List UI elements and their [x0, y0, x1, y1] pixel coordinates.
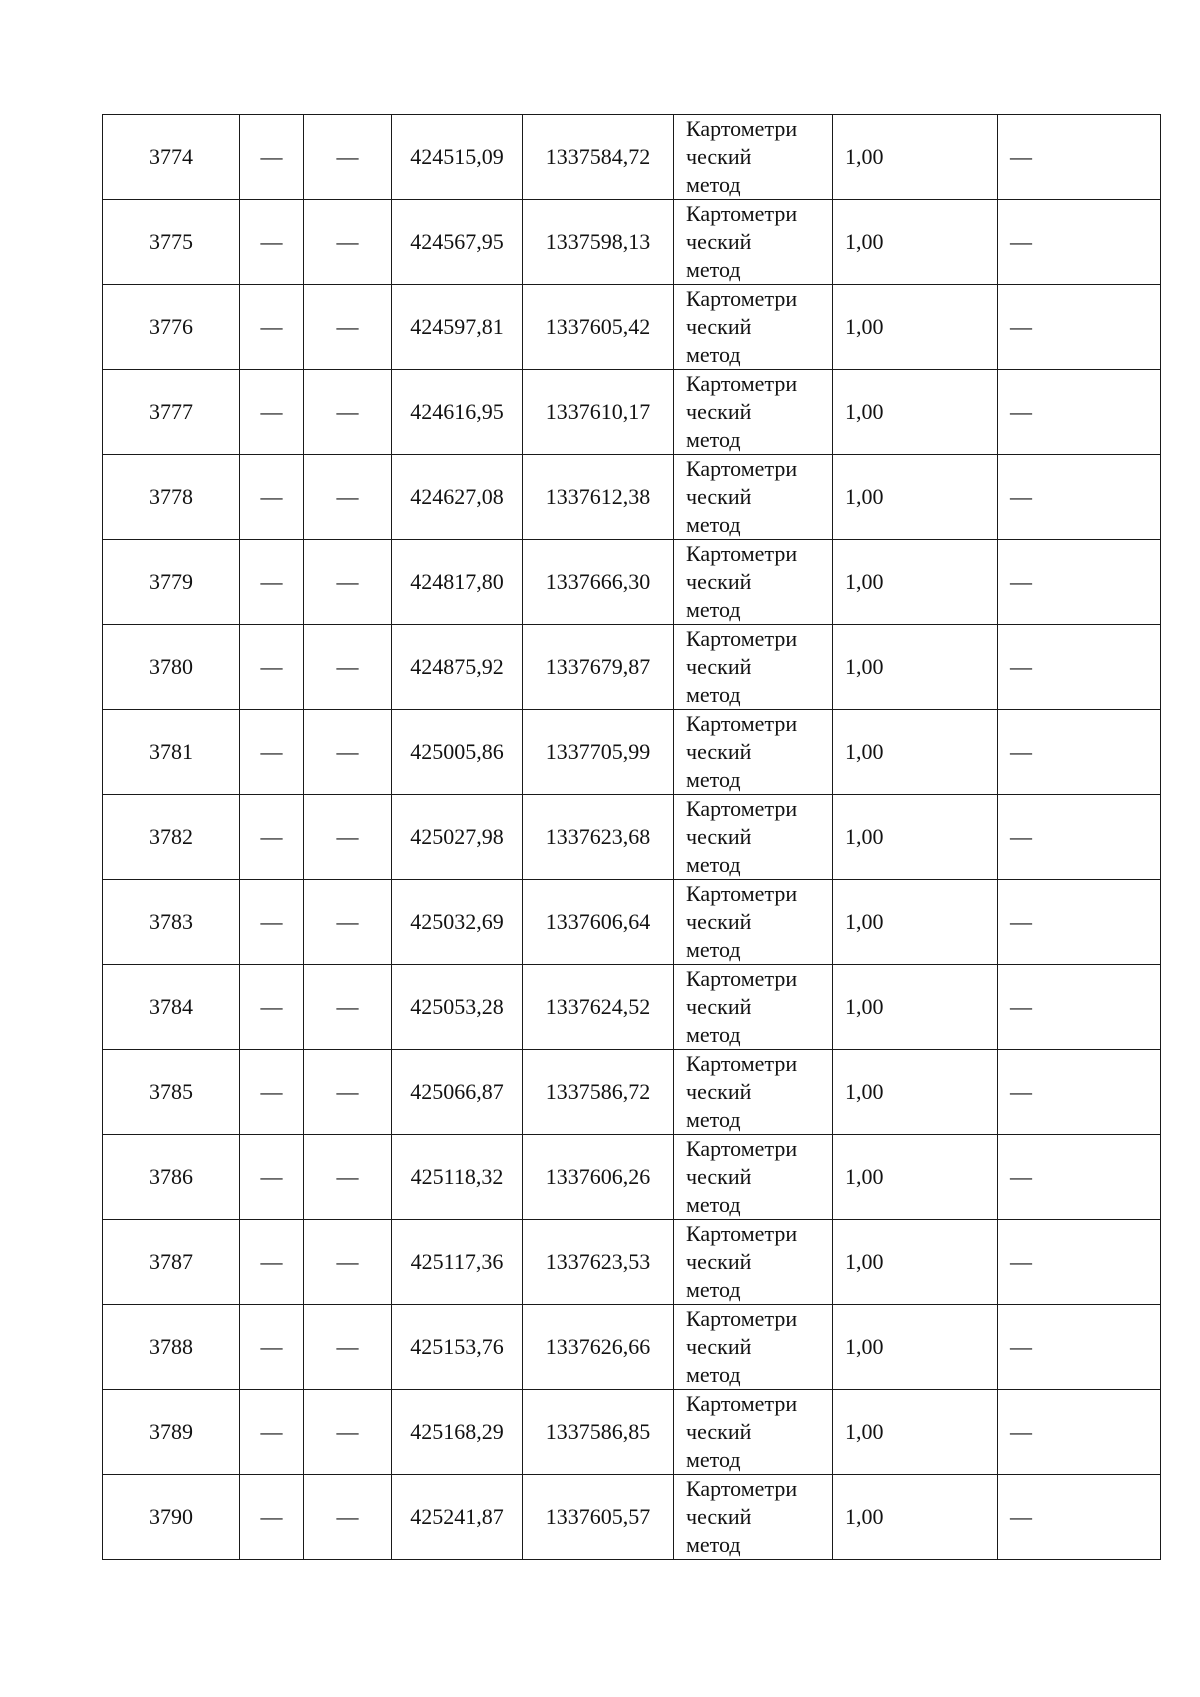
method-text-line: ческий [686, 144, 752, 169]
point-number-cell: 3775 [103, 200, 240, 285]
method-text-line: ческий [686, 399, 752, 424]
note-cell: — [998, 1305, 1161, 1390]
note-cell: — [998, 200, 1161, 285]
col3-cell: — [304, 455, 392, 540]
precision-cell: 1,00 [833, 625, 998, 710]
method-text-line: ческий [686, 1334, 752, 1359]
method-text-line: ческий [686, 739, 752, 764]
method-text-line: метод [686, 342, 741, 367]
col2-cell: — [240, 200, 304, 285]
col2-cell: — [240, 455, 304, 540]
point-number-cell: 3790 [103, 1475, 240, 1560]
method-cell [674, 880, 833, 965]
y-coordinate-cell: 1337586,72 [523, 1050, 674, 1135]
col2-cell: — [240, 625, 304, 710]
col2-cell: — [240, 540, 304, 625]
x-coordinate-cell: 424875,92 [392, 625, 523, 710]
point-number-cell: 3774 [103, 115, 240, 200]
precision-cell: 1,00 [833, 795, 998, 880]
precision-cell: 1,00 [833, 1220, 998, 1305]
point-number-cell: 3780 [103, 625, 240, 710]
method-cell [674, 625, 833, 710]
y-coordinate-cell: 1337606,64 [523, 880, 674, 965]
method-text-line: Картометри [686, 1476, 798, 1501]
method-text-line: метод [686, 767, 741, 792]
y-coordinate-cell: 1337606,26 [523, 1135, 674, 1220]
x-coordinate-cell: 425027,98 [392, 795, 523, 880]
precision-cell: 1,00 [833, 455, 998, 540]
col2-cell: — [240, 880, 304, 965]
method-cell [674, 710, 833, 795]
x-coordinate-cell: 424515,09 [392, 115, 523, 200]
y-coordinate-cell: 1337623,68 [523, 795, 674, 880]
table-row [103, 795, 1161, 880]
method-text-line: Картометри [686, 371, 798, 396]
precision-cell: 1,00 [833, 1390, 998, 1475]
coordinates-table [102, 114, 1161, 1560]
col2-cell: — [240, 1050, 304, 1135]
method-cell [674, 965, 833, 1050]
col2-cell: — [240, 965, 304, 1050]
col3-cell: — [304, 1220, 392, 1305]
method-text-line: Картометри [686, 456, 798, 481]
method-text-line: Картометри [686, 711, 798, 736]
col3-cell: — [304, 200, 392, 285]
note-cell: — [998, 795, 1161, 880]
method-cell [674, 200, 833, 285]
method-cell [674, 795, 833, 880]
table-row [103, 965, 1161, 1050]
method-text-line: метод [686, 1192, 741, 1217]
x-coordinate-cell: 425118,32 [392, 1135, 523, 1220]
y-coordinate-cell: 1337666,30 [523, 540, 674, 625]
method-cell [674, 1050, 833, 1135]
method-cell [674, 540, 833, 625]
method-cell [674, 115, 833, 200]
method-text-line: ческий [686, 1164, 752, 1189]
method-text-line: метод [686, 1362, 741, 1387]
table-row [103, 625, 1161, 710]
method-text-line: Картометри [686, 541, 798, 566]
method-text-line: Картометри [686, 1391, 798, 1416]
method-text-line: метод [686, 597, 741, 622]
method-text-line: Картометри [686, 796, 798, 821]
y-coordinate-cell: 1337612,38 [523, 455, 674, 540]
method-text-line: метод [686, 1107, 741, 1132]
point-number-cell: 3778 [103, 455, 240, 540]
precision-cell: 1,00 [833, 285, 998, 370]
note-cell: — [998, 965, 1161, 1050]
method-text-line: ческий [686, 484, 752, 509]
y-coordinate-cell: 1337626,66 [523, 1305, 674, 1390]
method-cell [674, 1135, 833, 1220]
col3-cell: — [304, 370, 392, 455]
method-cell [674, 1305, 833, 1390]
note-cell: — [998, 540, 1161, 625]
x-coordinate-cell: 425005,86 [392, 710, 523, 795]
table-row [103, 540, 1161, 625]
note-cell: — [998, 115, 1161, 200]
point-number-cell: 3784 [103, 965, 240, 1050]
method-text-line: метод [686, 1532, 741, 1557]
x-coordinate-cell: 425053,28 [392, 965, 523, 1050]
method-text-line: Картометри [686, 966, 798, 991]
col3-cell: — [304, 965, 392, 1050]
col3-cell: — [304, 1135, 392, 1220]
table-row [103, 1135, 1161, 1220]
note-cell: — [998, 1050, 1161, 1135]
precision-cell: 1,00 [833, 115, 998, 200]
y-coordinate-cell: 1337679,87 [523, 625, 674, 710]
table-row [103, 1220, 1161, 1305]
note-cell: — [998, 455, 1161, 540]
y-coordinate-cell: 1337610,17 [523, 370, 674, 455]
y-coordinate-cell: 1337598,13 [523, 200, 674, 285]
table-row [103, 370, 1161, 455]
col2-cell: — [240, 1305, 304, 1390]
col3-cell: — [304, 625, 392, 710]
table-row [103, 455, 1161, 540]
method-text-line: метод [686, 427, 741, 452]
note-cell: — [998, 1475, 1161, 1560]
col3-cell: — [304, 880, 392, 965]
x-coordinate-cell: 424627,08 [392, 455, 523, 540]
point-number-cell: 3788 [103, 1305, 240, 1390]
table-row [103, 1475, 1161, 1560]
method-text-line: метод [686, 852, 741, 877]
note-cell: — [998, 880, 1161, 965]
y-coordinate-cell: 1337586,85 [523, 1390, 674, 1475]
precision-cell: 1,00 [833, 965, 998, 1050]
method-text-line: ческий [686, 824, 752, 849]
method-cell [674, 285, 833, 370]
x-coordinate-cell: 425168,29 [392, 1390, 523, 1475]
point-number-cell: 3785 [103, 1050, 240, 1135]
x-coordinate-cell: 424597,81 [392, 285, 523, 370]
precision-cell: 1,00 [833, 1135, 998, 1220]
precision-cell: 1,00 [833, 710, 998, 795]
col3-cell: — [304, 1475, 392, 1560]
x-coordinate-cell: 425241,87 [392, 1475, 523, 1560]
method-cell [674, 1475, 833, 1560]
col2-cell: — [240, 795, 304, 880]
note-cell: — [998, 1135, 1161, 1220]
point-number-cell: 3782 [103, 795, 240, 880]
method-text-line: метод [686, 1277, 741, 1302]
method-text-line: метод [686, 512, 741, 537]
col2-cell: — [240, 1135, 304, 1220]
note-cell: — [998, 370, 1161, 455]
col3-cell: — [304, 710, 392, 795]
table-row [103, 115, 1161, 200]
col3-cell: — [304, 795, 392, 880]
point-number-cell: 3776 [103, 285, 240, 370]
method-text-line: метод [686, 682, 741, 707]
col3-cell: — [304, 1050, 392, 1135]
note-cell: — [998, 625, 1161, 710]
table-row [103, 1390, 1161, 1475]
y-coordinate-cell: 1337605,57 [523, 1475, 674, 1560]
col2-cell: — [240, 1220, 304, 1305]
point-number-cell: 3777 [103, 370, 240, 455]
precision-cell: 1,00 [833, 1050, 998, 1135]
table-row [103, 1050, 1161, 1135]
method-text-line: ческий [686, 1079, 752, 1104]
method-text-line: метод [686, 1447, 741, 1472]
method-text-line: Картометри [686, 116, 798, 141]
col3-cell: — [304, 115, 392, 200]
method-text-line: Картометри [686, 286, 798, 311]
col2-cell: — [240, 1475, 304, 1560]
method-cell [674, 455, 833, 540]
point-number-cell: 3786 [103, 1135, 240, 1220]
method-text-line: ческий [686, 1504, 752, 1529]
col2-cell: — [240, 285, 304, 370]
y-coordinate-cell: 1337584,72 [523, 115, 674, 200]
method-text-line: Картометри [686, 1051, 798, 1076]
method-text-line: ческий [686, 1249, 752, 1274]
precision-cell: 1,00 [833, 1305, 998, 1390]
point-number-cell: 3789 [103, 1390, 240, 1475]
method-cell [674, 370, 833, 455]
method-text-line: Картометри [686, 881, 798, 906]
method-text-line: ческий [686, 1419, 752, 1444]
method-text-line: Картометри [686, 1306, 798, 1331]
method-text-line: ческий [686, 654, 752, 679]
precision-cell: 1,00 [833, 200, 998, 285]
table-row [103, 285, 1161, 370]
precision-cell: 1,00 [833, 370, 998, 455]
x-coordinate-cell: 424817,80 [392, 540, 523, 625]
point-number-cell: 3783 [103, 880, 240, 965]
method-text-line: ческий [686, 909, 752, 934]
method-text-line: Картометри [686, 1221, 798, 1246]
table-row [103, 880, 1161, 965]
method-text-line: метод [686, 937, 741, 962]
precision-cell: 1,00 [833, 540, 998, 625]
col3-cell: — [304, 285, 392, 370]
method-text-line: ческий [686, 229, 752, 254]
col2-cell: — [240, 1390, 304, 1475]
method-text-line: метод [686, 1022, 741, 1047]
method-text-line: ческий [686, 569, 752, 594]
method-text-line: Картометри [686, 1136, 798, 1161]
coordinates-table-body [103, 115, 1161, 1560]
y-coordinate-cell: 1337623,53 [523, 1220, 674, 1305]
note-cell: — [998, 1220, 1161, 1305]
y-coordinate-cell: 1337605,42 [523, 285, 674, 370]
note-cell: — [998, 710, 1161, 795]
table-row [103, 1305, 1161, 1390]
y-coordinate-cell: 1337705,99 [523, 710, 674, 795]
method-cell [674, 1220, 833, 1305]
method-text-line: Картометри [686, 201, 798, 226]
col3-cell: — [304, 1305, 392, 1390]
x-coordinate-cell: 425153,76 [392, 1305, 523, 1390]
method-text-line: метод [686, 257, 741, 282]
x-coordinate-cell: 424567,95 [392, 200, 523, 285]
col3-cell: — [304, 540, 392, 625]
x-coordinate-cell: 424616,95 [392, 370, 523, 455]
method-text-line: метод [686, 172, 741, 197]
table-row [103, 710, 1161, 795]
method-text-line: Картометри [686, 626, 798, 651]
col3-cell: — [304, 1390, 392, 1475]
point-number-cell: 3787 [103, 1220, 240, 1305]
col2-cell: — [240, 115, 304, 200]
col2-cell: — [240, 370, 304, 455]
method-text-line: ческий [686, 314, 752, 339]
method-cell [674, 1390, 833, 1475]
x-coordinate-cell: 425032,69 [392, 880, 523, 965]
point-number-cell: 3781 [103, 710, 240, 795]
note-cell: — [998, 1390, 1161, 1475]
col2-cell: — [240, 710, 304, 795]
note-cell: — [998, 285, 1161, 370]
precision-cell: 1,00 [833, 1475, 998, 1560]
x-coordinate-cell: 425117,36 [392, 1220, 523, 1305]
point-number-cell: 3779 [103, 540, 240, 625]
precision-cell: 1,00 [833, 880, 998, 965]
y-coordinate-cell: 1337624,52 [523, 965, 674, 1050]
table-row [103, 200, 1161, 285]
method-text-line: ческий [686, 994, 752, 1019]
x-coordinate-cell: 425066,87 [392, 1050, 523, 1135]
